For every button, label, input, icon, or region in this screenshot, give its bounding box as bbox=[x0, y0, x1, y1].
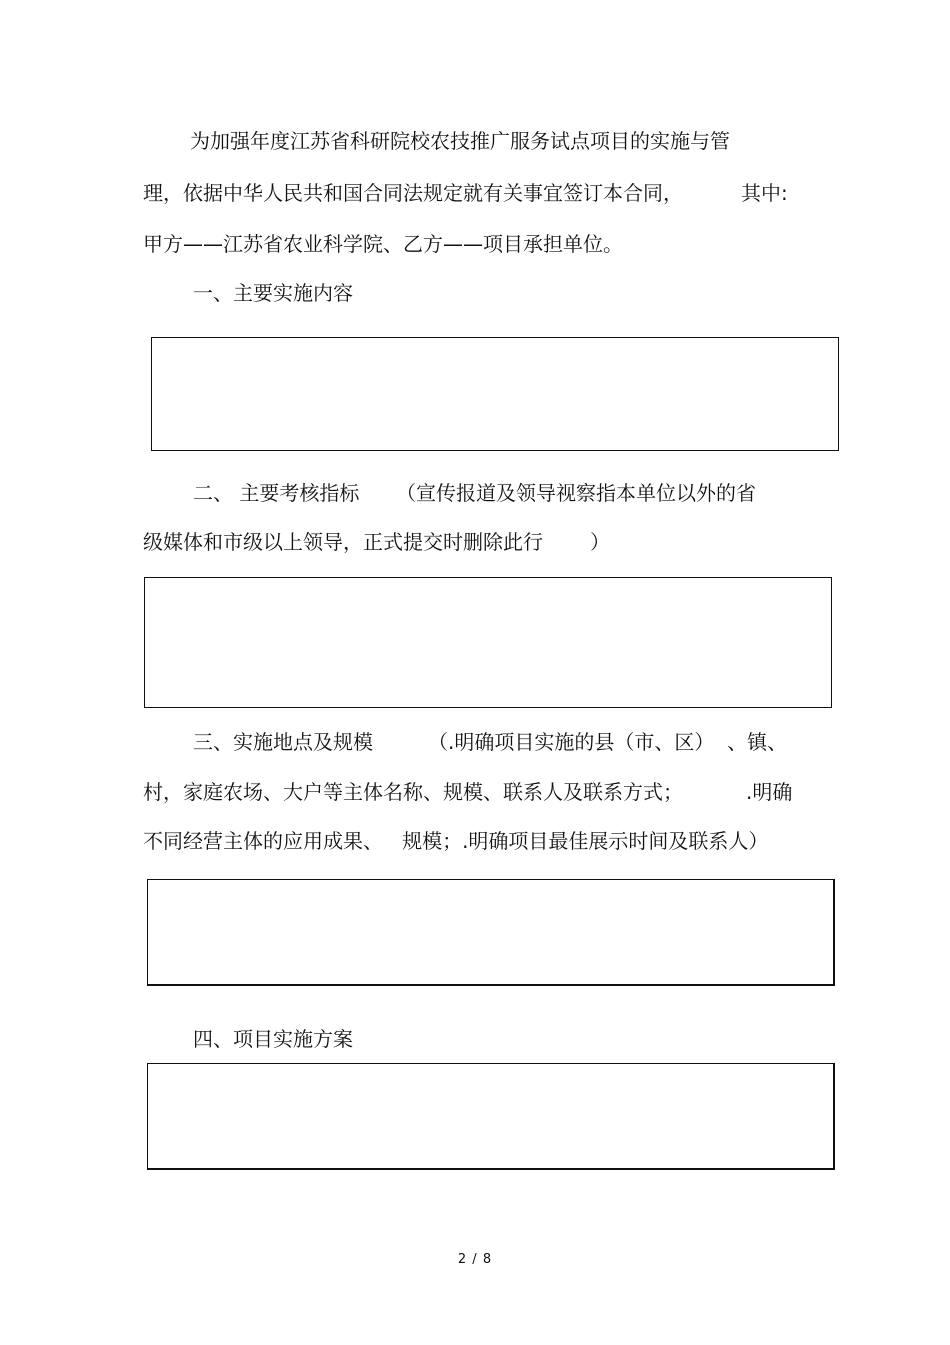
section-4-content-box[interactable] bbox=[147, 1063, 835, 1170]
page-number: 2 / 8 bbox=[457, 1252, 493, 1267]
section-4-heading: 四、项目实施方案 bbox=[193, 1027, 353, 1051]
intro-line-2: 理，依据中华人民共和国合同法规定就有关事宜签订本合同， bbox=[143, 181, 683, 205]
section-2-content-box[interactable] bbox=[144, 577, 832, 708]
section-2-note-line-1: （宣传报道及领导视察指本单位以外的省 bbox=[396, 481, 756, 505]
section-2-note-line-2: 级媒体和市级以上领导，正式提交时删除此行 bbox=[143, 530, 543, 554]
section-3-note-line-1: （.明确项目实施的县（市、区） 、镇、 bbox=[428, 730, 788, 754]
section-3-note-line-3: 不同经营主体的应用成果、 规模；.明确项目最佳展示时间及联系人） bbox=[143, 829, 769, 853]
section-2-note-close: ） bbox=[590, 530, 610, 554]
section-2-heading: 二、 主要考核指标 bbox=[193, 481, 360, 505]
section-3-note-line-2: 村，家庭农场、大户等主体名称、规模、联系人及联系方式； bbox=[143, 780, 683, 804]
section-1-heading: 一、主要实施内容 bbox=[193, 281, 353, 305]
intro-line-3: 甲方——江苏省农业科学院、乙方——项目承担单位。 bbox=[143, 232, 623, 256]
section-3-content-box[interactable] bbox=[147, 879, 835, 986]
section-1-content-box[interactable] bbox=[151, 337, 839, 451]
intro-line-2-tail: 其中: bbox=[741, 181, 788, 205]
intro-line-1: 为加强年度江苏省科研院校农技推广服务试点项目的实施与管 bbox=[190, 129, 730, 153]
section-3-note-line-2-tail: .明确 bbox=[746, 780, 793, 804]
section-3-heading: 三、实施地点及规模 bbox=[193, 730, 373, 754]
